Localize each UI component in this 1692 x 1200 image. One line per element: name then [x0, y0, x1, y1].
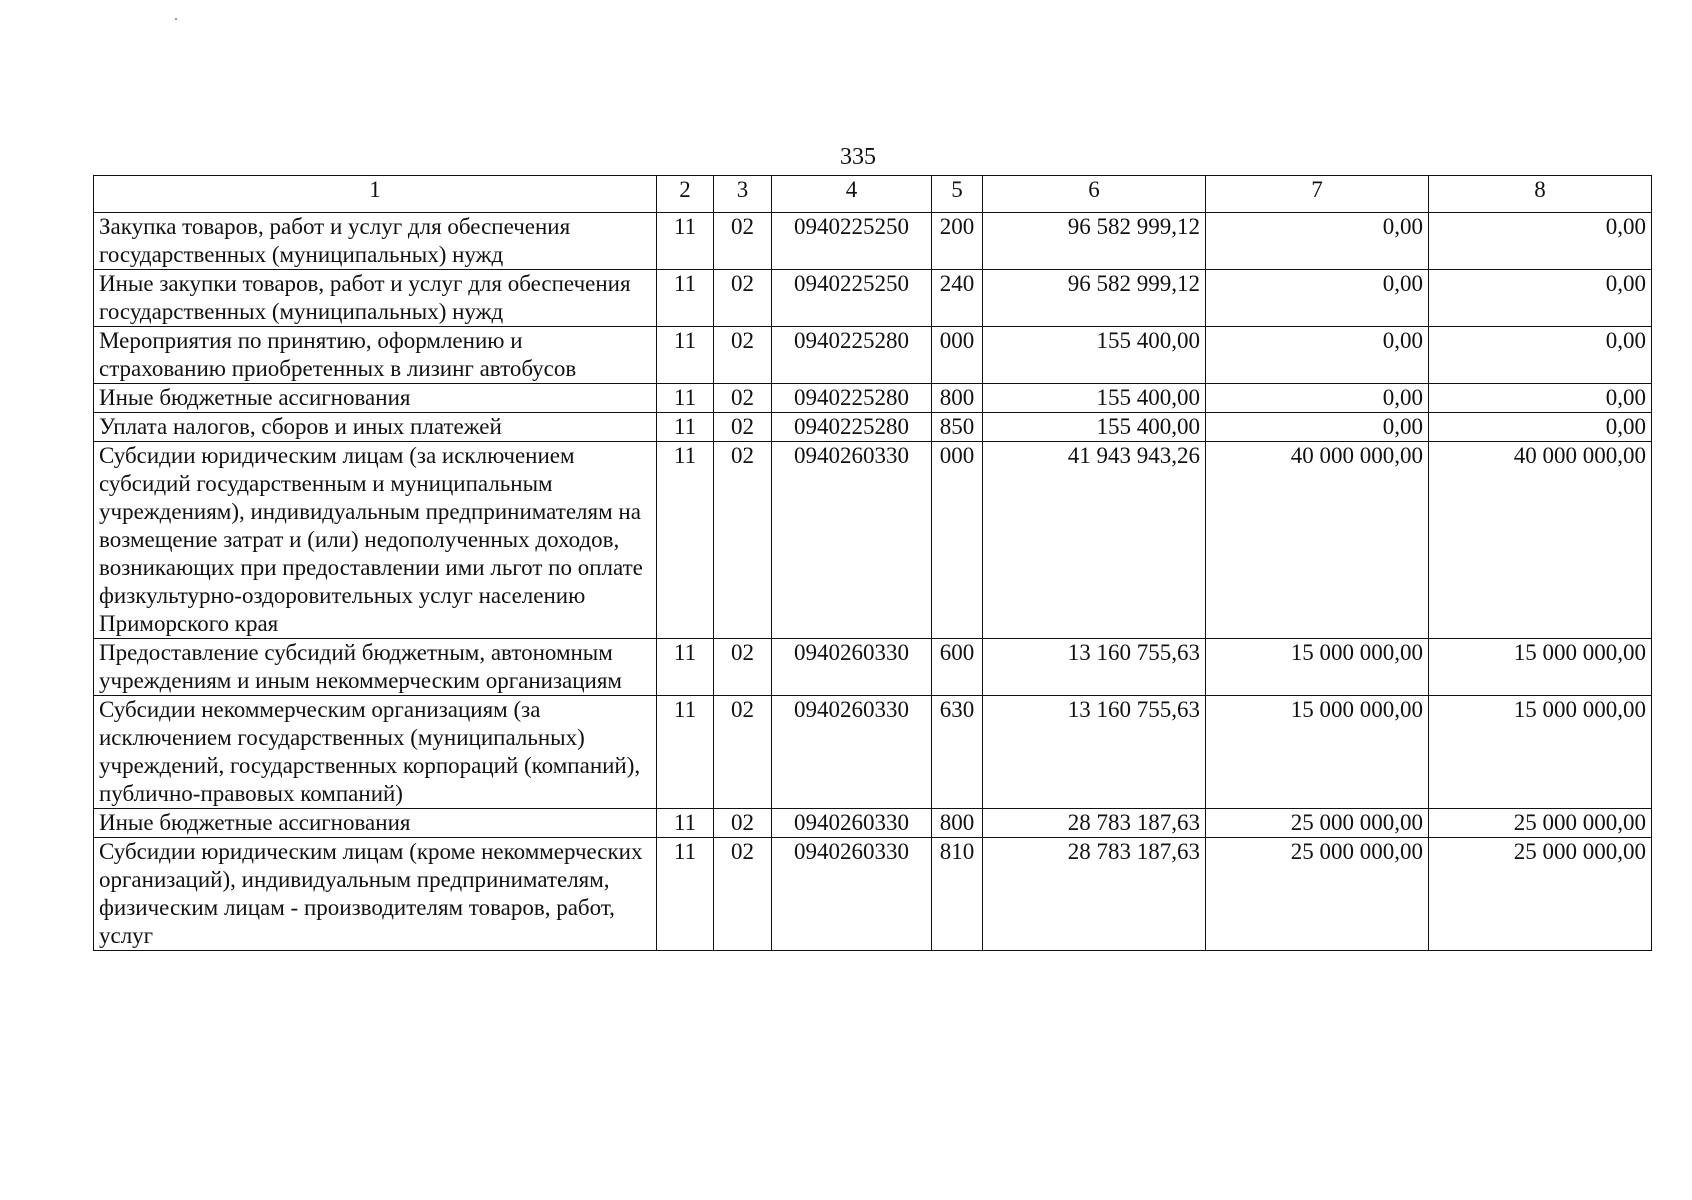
section-code: 11 [657, 413, 714, 442]
table-row [94, 413, 1652, 442]
amount-col8: 25 000 000,00 [1429, 838, 1652, 951]
amount-col7: 0,00 [1206, 213, 1429, 270]
target-article-code: 0940225280 [772, 327, 932, 384]
row-name: Иные бюджетные ассигнования [94, 384, 657, 413]
amount-col7: 15 000 000,00 [1206, 639, 1429, 696]
subsection-code: 02 [714, 213, 772, 270]
subsection-code: 02 [714, 809, 772, 838]
table-row [94, 442, 1652, 639]
subsection-code: 02 [714, 384, 772, 413]
table-row [94, 384, 1652, 413]
table-row [94, 838, 1652, 951]
amount-col6: 28 783 187,63 [983, 838, 1206, 951]
amount-col8: 0,00 [1429, 270, 1652, 327]
subsection-code: 02 [714, 696, 772, 809]
section-code: 11 [657, 696, 714, 809]
subsection-code: 02 [714, 838, 772, 951]
expense-type-code: 850 [932, 413, 983, 442]
column-header: 5 [932, 176, 983, 213]
subsection-code: 02 [714, 639, 772, 696]
subsection-code: 02 [714, 413, 772, 442]
amount-col7: 0,00 [1206, 384, 1429, 413]
amount-col8: 40 000 000,00 [1429, 442, 1652, 639]
expense-type-code: 630 [932, 696, 983, 809]
table-row [94, 696, 1652, 809]
expense-type-code: 240 [932, 270, 983, 327]
section-code: 11 [657, 809, 714, 838]
column-header: 8 [1429, 176, 1652, 213]
subsection-code: 02 [714, 327, 772, 384]
section-code: 11 [657, 384, 714, 413]
target-article-code: 0940260330 [772, 809, 932, 838]
amount-col7: 40 000 000,00 [1206, 442, 1429, 639]
amount-col8: 0,00 [1429, 327, 1652, 384]
table-row [94, 639, 1652, 696]
column-header: 4 [772, 176, 932, 213]
amount-col6: 13 160 755,63 [983, 639, 1206, 696]
amount-col8: 0,00 [1429, 413, 1652, 442]
row-name: Субсидии некоммерческим организациям (за исключением государственных (муниципальных) учреждений, государственных корпораций (компаний), публично-правовых компаний) [94, 696, 657, 809]
header-row [94, 176, 1652, 213]
row-name: Уплата налогов, сборов и иных платежей [94, 413, 657, 442]
budget-table [93, 175, 1652, 951]
section-code: 11 [657, 213, 714, 270]
amount-col8: 15 000 000,00 [1429, 696, 1652, 809]
scan-speck [175, 18, 177, 20]
section-code: 11 [657, 442, 714, 639]
table-row [94, 327, 1652, 384]
amount-col6: 155 400,00 [983, 413, 1206, 442]
row-name: Предоставление субсидий бюджетным, автономным учреждениям и иным некоммерческим организациям [94, 639, 657, 696]
target-article-code: 0940260330 [772, 838, 932, 951]
amount-col7: 15 000 000,00 [1206, 696, 1429, 809]
amount-col7: 0,00 [1206, 413, 1429, 442]
amount-col8: 0,00 [1429, 213, 1652, 270]
table-row [94, 213, 1652, 270]
section-code: 11 [657, 327, 714, 384]
amount-col7: 0,00 [1206, 270, 1429, 327]
table-row [94, 270, 1652, 327]
target-article-code: 0940225280 [772, 384, 932, 413]
expense-type-code: 800 [932, 384, 983, 413]
expense-type-code: 200 [932, 213, 983, 270]
target-article-code: 0940260330 [772, 696, 932, 809]
expense-type-code: 000 [932, 327, 983, 384]
row-name: Субсидии юридическим лицам (кроме некоммерческих организаций), индивидуальным предпринимателям, физическим лицам - производителям товаров, работ, услуг [94, 838, 657, 951]
section-code: 11 [657, 270, 714, 327]
amount-col7: 25 000 000,00 [1206, 809, 1429, 838]
column-header: 1 [94, 176, 657, 213]
target-article-code: 0940225280 [772, 413, 932, 442]
column-header: 6 [983, 176, 1206, 213]
amount-col6: 96 582 999,12 [983, 270, 1206, 327]
column-header: 7 [1206, 176, 1429, 213]
amount-col6: 13 160 755,63 [983, 696, 1206, 809]
amount-col8: 25 000 000,00 [1429, 809, 1652, 838]
row-name: Иные закупки товаров, работ и услуг для обеспечения государственных (муниципальных) нужд [94, 270, 657, 327]
column-header: 2 [657, 176, 714, 213]
target-article-code: 0940225250 [772, 213, 932, 270]
expense-type-code: 000 [932, 442, 983, 639]
amount-col6: 155 400,00 [983, 327, 1206, 384]
amount-col6: 41 943 943,26 [983, 442, 1206, 639]
expense-type-code: 800 [932, 809, 983, 838]
target-article-code: 0940260330 [772, 639, 932, 696]
expense-type-code: 810 [932, 838, 983, 951]
amount-col7: 25 000 000,00 [1206, 838, 1429, 951]
target-article-code: 0940225250 [772, 270, 932, 327]
row-name: Мероприятия по принятию, оформлению и страхованию приобретенных в лизинг автобусов [94, 327, 657, 384]
column-header: 3 [714, 176, 772, 213]
amount-col6: 155 400,00 [983, 384, 1206, 413]
row-name: Иные бюджетные ассигнования [94, 809, 657, 838]
subsection-code: 02 [714, 442, 772, 639]
row-name: Субсидии юридическим лицам (за исключением субсидий государственным и муниципальным учреждениям), индивидуальным предпринимателям на возмещение затрат и (или) недополученных доходов, возникающих при предоставлении ими льгот по оплате физкультурно-оздоровительных услуг населению Приморского края [94, 442, 657, 639]
page-number: 335 [840, 144, 876, 170]
table-row [94, 809, 1652, 838]
target-article-code: 0940260330 [772, 442, 932, 639]
amount-col6: 96 582 999,12 [983, 213, 1206, 270]
amount-col6: 28 783 187,63 [983, 809, 1206, 838]
row-name: Закупка товаров, работ и услуг для обеспечения государственных (муниципальных) нужд [94, 213, 657, 270]
subsection-code: 02 [714, 270, 772, 327]
section-code: 11 [657, 639, 714, 696]
amount-col8: 0,00 [1429, 384, 1652, 413]
amount-col7: 0,00 [1206, 327, 1429, 384]
expense-type-code: 600 [932, 639, 983, 696]
section-code: 11 [657, 838, 714, 951]
amount-col8: 15 000 000,00 [1429, 639, 1652, 696]
